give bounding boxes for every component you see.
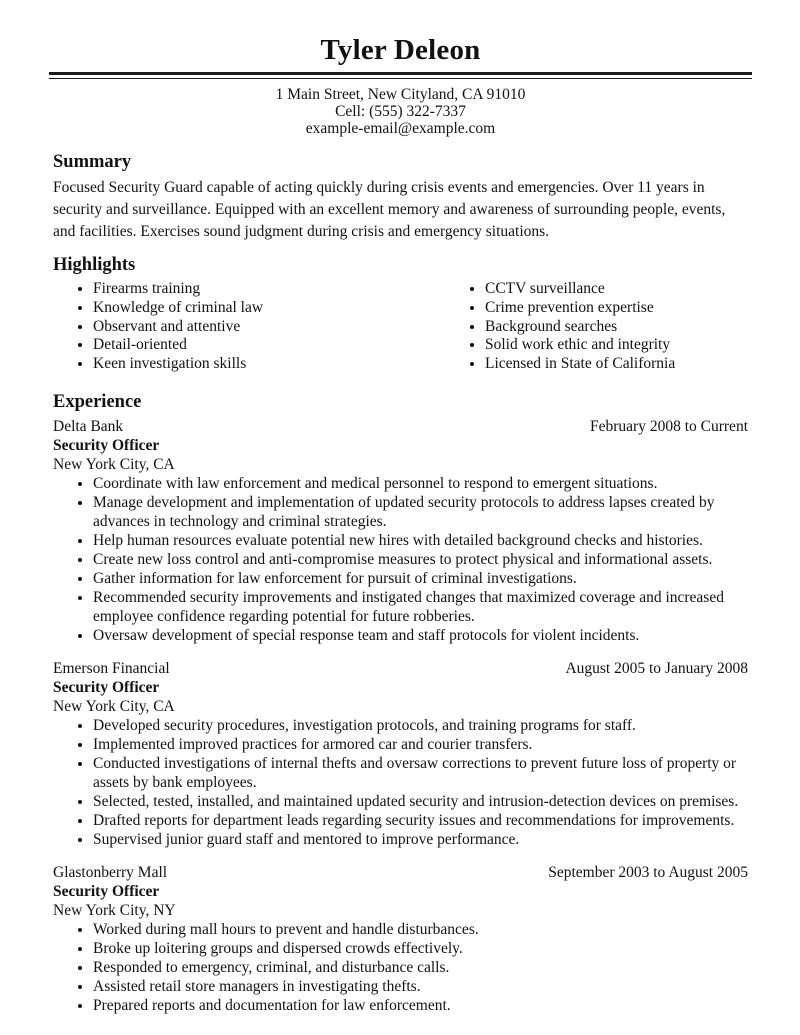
job-bullet: • Oversaw development of special response team and staff protocols for violent incidents.	[93, 626, 748, 645]
contact-block	[53, 86, 748, 137]
highlight-item: • Crime prevention expertise	[485, 299, 748, 318]
highlight-item: • Licensed in State of California	[485, 355, 748, 374]
job-bullet: • Broke up loitering groups and dispersed crowds effectively.	[93, 939, 748, 958]
job-company: Emerson Financial	[53, 659, 170, 677]
experience-jobs	[53, 417, 748, 1015]
highlights-section	[53, 255, 748, 374]
job-entry	[53, 417, 748, 645]
job-head	[53, 659, 748, 678]
job-company: Glastonberry Mall	[53, 863, 168, 881]
job-location: New York City, NY	[53, 901, 176, 919]
highlight-item: • Firearms training	[93, 280, 403, 299]
job-location: New York City, CA	[53, 697, 175, 715]
job-bullet: • Responded to emergency, criminal, and disturbance calls.	[93, 958, 748, 977]
job-company: Delta Bank	[53, 417, 124, 435]
job-bullet: • Supervised junior guard staff and mentored to improve performance.	[93, 830, 748, 849]
summary-text: Focused Security Guard capable of acting quickly during crisis events and emergencies. Over 11 years in security and surveillance. Equipped with an excellent memory and awareness of surrounding people, events, and facilities. Exercises sound judgment during crisis and emergency situations.	[53, 179, 726, 240]
summary-heading: Summary	[53, 152, 132, 172]
job-bullet: • Gather information for law enforcement for pursuit of criminal investigations.	[93, 569, 748, 588]
contact-address: 1 Main Street, New Cityland, CA 91010	[275, 86, 526, 103]
job-bullet: • Create new loss control and anti-compromise measures to protect physical and informational assets.	[93, 550, 748, 569]
job-dates: August 2005 to January 2008	[565, 659, 748, 677]
job-bullet: • Conducted investigations of internal thefts and oversaw corrections to prevent future loss of property or assets by bank employees.	[93, 754, 748, 792]
job-bullet: • Manage development and implementation of updated security protocols to address lapses created by advances in technology and criminal strategies.	[93, 493, 748, 531]
summary-section	[53, 152, 748, 243]
contact-email: example-email@example.com	[305, 120, 496, 137]
job-bullet: • Recommended security improvements and instigated changes that maximized coverage and increased employee confidence regarding potential for future robberies.	[93, 588, 748, 626]
job-bullets	[53, 920, 748, 1015]
job-bullets	[53, 716, 748, 849]
job-bullet: • Assisted retail store managers in investigating thefts.	[93, 977, 748, 996]
job-head	[53, 417, 748, 436]
job-entry	[53, 863, 748, 1015]
highlight-item: • CCTV surveillance	[485, 280, 748, 299]
highlight-item: • Keen investigation skills	[93, 355, 403, 374]
job-title: Security Officer	[53, 436, 160, 454]
highlights-list-left	[53, 280, 403, 374]
job-bullet: • Selected, tested, installed, and maintained updated security and intrusion-detection devices on premises.	[93, 792, 748, 811]
job-bullet: • Prepared reports and documentation for law enforcement.	[93, 996, 748, 1015]
highlight-item: • Observant and attentive	[93, 318, 403, 337]
highlights-list-right	[445, 280, 748, 374]
highlights-heading: Highlights	[53, 255, 136, 275]
job-bullet: • Developed security procedures, investigation protocols, and training programs for staff.	[93, 716, 748, 735]
person-name: Tyler Deleon	[320, 34, 481, 66]
job-bullet: • Worked during mall hours to prevent and handle disturbances.	[93, 920, 748, 939]
experience-section	[53, 392, 748, 1015]
experience-heading: Experience	[53, 391, 142, 412]
job-entry	[53, 659, 748, 849]
highlights-columns	[53, 280, 748, 374]
job-bullet: • Coordinate with law enforcement and medical personnel to respond to emergent situations.	[93, 474, 748, 493]
header-divider	[49, 72, 752, 79]
job-bullet: • Drafted reports for department leads regarding security issues and recommendations for improvements.	[93, 811, 748, 830]
job-location: New York City, CA	[53, 455, 175, 473]
job-bullet: • Help human resources evaluate potential new hires with detailed background checks and histories.	[93, 531, 748, 550]
highlight-item: • Detail-oriented	[93, 336, 403, 355]
highlight-item: • Solid work ethic and integrity	[485, 336, 748, 355]
highlight-item: • Background searches	[485, 318, 748, 337]
job-head	[53, 863, 748, 882]
job-title: Security Officer	[53, 882, 160, 900]
contact-phone: Cell: (555) 322-7337	[335, 103, 466, 120]
job-dates: February 2008 to Current	[590, 417, 748, 435]
job-bullets	[53, 474, 748, 645]
job-title: Security Officer	[53, 678, 160, 696]
job-dates: September 2003 to August 2005	[548, 863, 748, 881]
job-bullet: • Implemented improved practices for armored car and courier transfers.	[93, 735, 748, 754]
highlight-item: • Knowledge of criminal law	[93, 299, 403, 318]
